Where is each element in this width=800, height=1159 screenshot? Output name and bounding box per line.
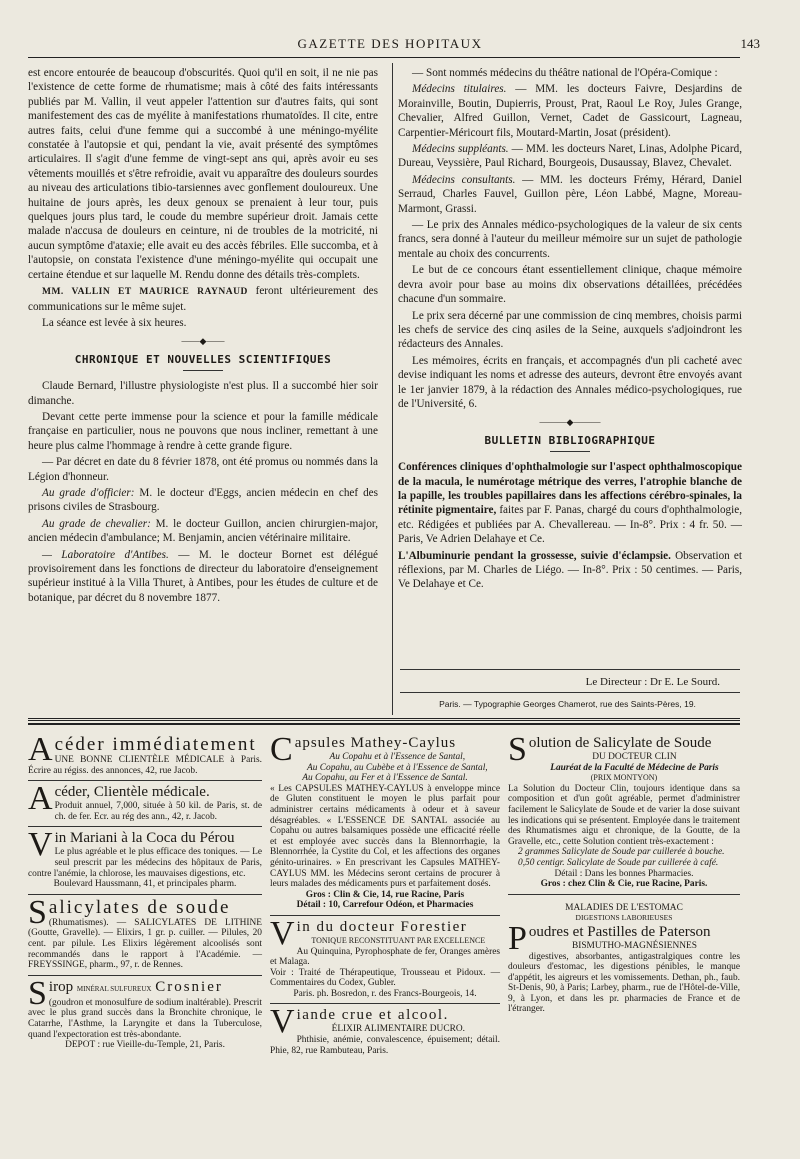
ad-address: Gros : chez Clin & Cie, rue Racine, Paris. <box>540 879 708 890</box>
book-details: faites par F. Panas, chargé du cours d'ophthalmologie, etc. Rédigées et publiées par A. Chevallereau. — In-8°. Prix : 4 fr. 50. — Paris, Ve Adrien Delahaye et Ce. <box>398 504 743 546</box>
ad-headline: alicylates de soude <box>48 896 231 918</box>
advertisement <box>28 827 262 894</box>
ad-subline: TONIQUE RECONSTITUANT PAR EXCELLENCE <box>311 935 486 945</box>
ad-subline: Au Copahu et à l'Essence de Santal, <box>329 752 466 762</box>
paragraph: Le but de ce concours étant essentiellement clinique, chaque mémoire devra avoir pour base au moins dix observations détaillées, précédées chacune d'un sommaire. <box>398 264 742 306</box>
ad-text: Voir : Traité de Thérapeutique, Trousseau et Pidoux. — Commentaires du Codex, Gubler. <box>270 967 500 989</box>
ad-headline: in du docteur Forestier <box>296 918 468 935</box>
drop-cap: V <box>270 914 295 952</box>
paragraph-label: Au grade d'officier: <box>42 486 135 499</box>
paragraph: Devant cette perte immense pour la science et pour la famille médicale française en particulier, nous ne pouvons que nous incliner, remettant à une heure plus calme l'hommage à rendre à cette grande figure. <box>28 410 378 452</box>
left-column <box>28 66 378 607</box>
drop-cap: S <box>28 974 47 1012</box>
paragraph-text: feront ultérieurement des communications sur le même sujet. <box>28 285 378 313</box>
section-title: BULLETIN BIBLIOGRAPHIQUE <box>484 433 656 447</box>
advertisement <box>28 895 262 976</box>
ad-text: Au Quinquina, Pyrophosphate de fer, Oranges amères et Malaga. <box>270 946 500 968</box>
paragraph <box>28 486 378 515</box>
ad-address: Boulevard Haussmann, 41, et principales pharm. <box>53 879 237 890</box>
advertisement <box>28 732 262 781</box>
ad-headline: olution de Salicylate de Soude <box>528 735 712 751</box>
ads-column <box>28 732 262 1055</box>
paragraph: est encore entourée de beaucoup d'obscurités. Quoi qu'il en soit, il ne nie pas l'existence de cette forme de rhumatisme; mais à côté des faits intéressants publiés par M. Vallin, il veut appeler l'attention sur d'autres faits, qui sont manifestement des cas de myélite à manifestations rhumatoïdes. Il cite, entre autres faits, celui d'une femme qui a succombé à une méningo-myélite constatée à l'autopsie et qui, pendant la vie, avait présenté des symptômes articulaires. Il s'agit d'une femme de vingt-sept ans qui, après avoir eu ses vêtements mouillés et s'être refroidie, avait vu apparaître des douleurs sourdes au niveau des articulations tibio-tarsiennes avec gonflement douloureux. Une huitaine de jours après, les deux genoux se prenaient à leur tour, puis quelques jours plus tard, le coude du membre supérieur droit. Jamais cette malade n'accusa de douleurs en ceinture, ni de troubles de la motricité, ni aucun symptôme d'ataxie; elle avait eu des accès fébriles. Elle succomba, et à l'autopsie, on constata l'existence d'une méningo-myélite qui occupait une certaine étendue et sur laquelle M. Rendu donne des détails très-complets. <box>28 67 378 281</box>
ad-subline: (PRIX MONTYON) <box>590 773 658 783</box>
ad-dose: 0,50 centigr. Salicylate de Soude par cuillerée à café. <box>518 857 719 868</box>
ad-headline <box>28 979 262 998</box>
ad-subline: DIGESTIONS LABORIEUSES <box>575 913 673 923</box>
ad-text: Phthisie, anémie, convalescence, épuisement; détail. Phie, 82, rue Rambuteau, Paris. <box>270 1035 500 1056</box>
advertisement <box>270 916 500 1005</box>
ad-subline: DU DOCTEUR CLIN <box>592 752 677 762</box>
ad-subline: Lauréat de la Faculté de Médecine de Paris <box>550 762 719 773</box>
paragraph-text: — MM. les docteurs Frémy, Hérard, Daniel Serraud, Charles Fauvel, Guillon père, Léon Labbé, Magne, Moreau-Marmont, Grassi. <box>398 173 742 215</box>
ad-headline: oudres et Pastilles de Paterson <box>528 923 711 940</box>
ad-headline: apsules Mathey-Caylus <box>294 735 457 751</box>
ad-headline: iande crue et alcool. <box>296 1007 449 1024</box>
paragraph-text: — M. le docteur Bornet est délégué provisoirement dans les fonctions de directeur du laboratoire d'enseignement supérieur institué à la Villa Thuret, à Antibes, pour les études de culture et de botanique, par décret du 8 novembre 1877. <box>28 548 379 604</box>
ad-text: « Les CAPSULES MATHEY-CAYLUS à enveloppe mince de Gluten constituent le moyen le plus parfait pour administrer certains médicaments à odeur et à saveur désagréables. « L'ESSENCE DE SANTAL associée au Copahu ou autres balsamiques possède une efficacité réelle et est employée avec succès dans la Blennorrhagie, la Blennorrhée, la Cystite du Col, et les affections des organes génito-urinaires. » En prescrivant les Capsules MATHEY-CAYLUS MM. les Médecins seront certains de procurer à leurs malades des médicaments purs et parfaitement dosés. <box>270 783 500 890</box>
paragraph <box>28 517 378 546</box>
drop-cap: P <box>508 919 527 957</box>
paragraph-label: Au grade de chevalier: <box>42 517 151 530</box>
paragraph-text: — MM. les docteurs Faivre, Desjardins de Morainville, Boutin, Dupierris, Proust, Prat, Raoul Le Roy, Jules Grange, Chevalier, Alfred Guillon, Vernet, Cadet de Gassicourt, Lagneau, Carpentier-Méricourt fils, Moutard-Martin, Josat (président). <box>398 83 742 139</box>
director-signature: Le Directeur : Dr E. Le Sourd. <box>585 676 720 688</box>
ad-headline-small: MINÉRAL SULFUREUX <box>76 984 152 993</box>
paragraph: Les mémoires, écrits en français, et accompagnés d'un pli cacheté avec devise indiquant les noms et adresse des auteurs, devront être envoyés avant le 1er janvier 1879, à la rédaction des Annales médico-psychologiques, rue de l'Université, 6. <box>398 354 742 410</box>
ad-subline: BISMUTHO-MAGNÉSIENNES <box>571 940 697 951</box>
ad-text: La Solution du Docteur Clin, toujours identique dans sa composition et d'un goût agréable, permet d'administrer facilement le Salicylate de Soude et de varier la dose suivant les indications qui se présentent. Employée dans le traitement des Rhumatismes aigu et chronique, de la Goutte, de la Gravelle, etc., cette Solution contient très-exactement : <box>508 783 740 847</box>
drop-cap: A <box>28 780 53 818</box>
book-title: Conférences cliniques d'ophthalmologie sur l'aspect ophthalmoscopique de la macula, le numérotage métrique des verres, l'atrophie blanche de la papille, les troubles papillaires dans les affections cérébro-spinales, la rétinite pigmentaire, <box>398 461 742 517</box>
paragraph: — Par décret en date du 8 février 1878, ont été promus ou nommés dans la Légion d'honneur. <box>28 456 378 483</box>
column-divider <box>392 63 393 715</box>
paragraph-text: M. le docteur d'Eggs, ancien médecin en chef des prisons civiles de Strasbourg. <box>28 486 378 514</box>
short-rule <box>183 370 223 371</box>
ad-address: Détail : 10, Carrefour Odéon, et Pharmacies <box>296 900 474 911</box>
paragraph-label: Médecins titulaires. <box>412 83 507 96</box>
page-number: 143 <box>740 36 760 51</box>
journal-title: GAZETTE DES HOPITAUX <box>297 36 483 51</box>
advertisement <box>28 781 262 827</box>
paragraph <box>28 548 378 606</box>
ornament-divider: ———◆——— <box>539 417 601 428</box>
paragraph-text: M. le docteur Guillon, ancien chirurgien-major, ancien médecin d'ambulance; M. Benjamin, ancien vétérinaire militaire. <box>28 517 378 545</box>
ads-column <box>270 732 500 1060</box>
ad-text: UNE BONNE CLIENTÈLE MÉDICALE à Paris. Écrire au régiss. des annonces, 42, rue Jacob. <box>28 755 262 776</box>
ad-subline: Au Copahu, au Cubèbe et à l'Essence de Santal, <box>307 762 488 773</box>
signature-rule <box>400 692 740 693</box>
paragraph-label: — Laboratoire d'Antibes. <box>42 548 169 561</box>
header-rule <box>28 57 740 58</box>
advertisement <box>270 732 500 916</box>
drop-cap: S <box>28 893 47 931</box>
ad-address: Paris. ph. Bosredon, r. des Francs-Bourgeois, 14. <box>293 988 477 999</box>
advertisement <box>28 976 262 1055</box>
ad-headline: céder immédiatement <box>54 734 257 755</box>
book-title: L'Albuminurie pendant la grossesse, suivie d'éclampsie. <box>398 549 671 562</box>
drop-cap: V <box>270 1003 295 1041</box>
advertisement <box>508 732 740 895</box>
paragraph-label: Médecins consultants. <box>412 173 516 186</box>
ornament-divider: ——◆—— <box>181 336 225 347</box>
book-details: Observation et réflexions, par M. Charles de Liégo. — In-8°. Prix : 50 centimes. — Paris, Ve Delahaye et Ce. <box>398 549 742 591</box>
bibliography-entry <box>398 460 742 546</box>
drop-cap: S <box>508 731 527 768</box>
ad-title: MALADIES DE L'ESTOMAC <box>565 902 683 913</box>
paragraph <box>398 82 742 140</box>
ad-subline: ÉLIXIR ALIMENTAIRE DUCRO. <box>331 1024 465 1035</box>
bibliography-entry <box>398 549 742 592</box>
drop-cap: A <box>28 731 53 768</box>
ad-headline-part: irop <box>48 978 74 995</box>
ad-text: Produit annuel, 7,000, située à 50 kil. de Paris, st. de ch. de fer. Ecr. au rég des ann., 42, r. Jacob. <box>54 801 262 822</box>
page-header <box>20 30 760 52</box>
section-title: CHRONIQUE ET NOUVELLES SCIENTIFIQUES <box>74 352 332 366</box>
paragraph: — Sont nommés médecins du théâtre national de l'Opéra-Comique : <box>412 67 718 79</box>
paragraph: — Le prix des Annales médico-psychologiques de la valeur de six cents francs, sera donné à l'auteur du meilleur mémoire sur un sujet de pathologie mentale au choix des concurrents. <box>398 219 742 260</box>
short-rule <box>550 451 590 452</box>
ads-separator <box>28 718 740 721</box>
paragraph-text: — MM. les docteurs Naret, Linas, Adolphe Picard, Dureau, Veyssière, Paul Richard, Bourgeois, Dusaussay, Blavez, Chevalet. <box>398 143 742 170</box>
ad-address: DEPOT : rue Vieille-du-Temple, 21, Paris. <box>65 1040 225 1051</box>
paragraph <box>398 173 742 216</box>
paragraph: La séance est levée à six heures. <box>42 316 187 329</box>
ad-text: Le plus agréable et le plus efficace des toniques. — Le seul prescrit par les médecins des hôpitaux de Paris, contre l'anémie, la chlorose, les mauvaises digestions, etc. <box>28 847 262 879</box>
ad-text: (goudron et monosulfure de sodium inaltérable). Prescrit avec le plus grand succès dans la Bronchite chronique, le Catarrhe, l'Asthme, la Laryngite et dans la Tuberculose, quand l'expectoration est très-abondante. <box>28 997 262 1040</box>
ad-subline: Au Copahu, au Fer et à l'Essence de Santal. <box>302 773 468 784</box>
paragraph <box>28 284 378 314</box>
signature-rule <box>400 669 740 670</box>
author-names: MM. VALLIN ET MAURICE RAYNAUD <box>42 287 248 298</box>
advertisement <box>508 895 740 1019</box>
drop-cap: C <box>270 731 293 768</box>
paragraph-label: Médecins suppléants. <box>412 143 509 156</box>
paragraph <box>398 142 742 171</box>
ad-text: (Rhumatismes). — SALICYLATES DE LITHINE (Goutte, Gravelle). — Elixirs, 1 gr. p. cuiller. — Pilules, 20 cent. par pilule. Les Elixirs légèrement alcoolisés sont recommandés dans le rapport à l'Académie. — FREYSSINGE, pharm., 97, r. de Rennes. <box>28 917 262 971</box>
ad-address: Gros : Clin & Cie, 14, rue Racine, Paris <box>305 889 465 900</box>
ad-headline: céder, Clientèle médicale. <box>54 784 210 801</box>
paragraph: Le prix sera décerné par une commission de cinq membres, choisis parmi les chefs de service des cinq asiles de la Seine, auxquels s'adjoindront les rédacteurs des Annales. <box>398 309 742 351</box>
printer-imprint: Paris. — Typographie Georges Chamerot, rue des Saints-Pères, 19. <box>439 699 696 709</box>
drop-cap: V <box>28 826 53 864</box>
ad-text: digestives, absorbantes, antigastralgiques contre les douleurs d'estomac, les digestions pénibles, le manque d'appétit, les aigreurs et les vomissements. Dethan, ph., faub. St-Denis, 90, à Paris; Larbey, pharm., rue de l'Hôtel-de-Ville, 9, à Lyon, et dans les pr. pharmacies de France et de l'étranger. <box>508 951 740 1015</box>
ad-address: Détail : Dans les bonnes Pharmacies. <box>554 868 694 879</box>
paragraph: Claude Bernard, l'illustre physiologiste n'est plus. Il a succombé hier soir dimanche. <box>28 380 378 407</box>
advertisement <box>270 1004 500 1060</box>
ad-headline-name: Crosnier <box>155 978 223 995</box>
ad-dose: 2 grammes Salicylate de Soude par cuillerée à bouche. <box>518 847 725 858</box>
ad-headline: in Mariani à la Coca du Pérou <box>54 830 235 847</box>
ads-column <box>508 732 740 1019</box>
right-column <box>398 66 742 594</box>
ads-separator <box>28 723 740 725</box>
